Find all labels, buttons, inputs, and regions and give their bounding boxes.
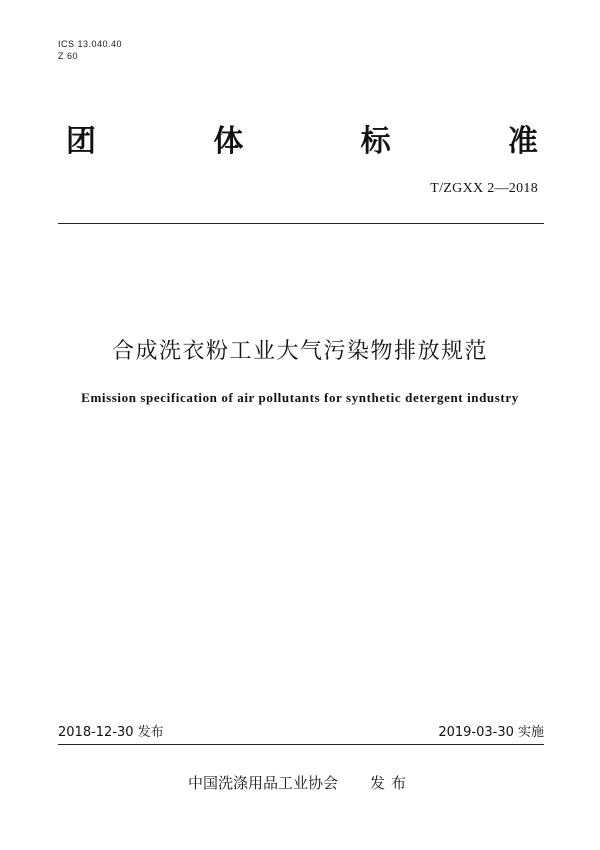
bottom-divider (58, 744, 544, 745)
classification-codes (58, 38, 122, 62)
publisher-line (0, 773, 600, 793)
standard-type-char: 体 (213, 124, 244, 159)
standard-code: T/ZGXX 2—2018 (430, 181, 538, 196)
implementation-date: 2019-03-30 实施 (438, 725, 544, 740)
document-title-english: Emission specification of air pollutants for synthetic detergent industry (81, 390, 519, 405)
standard-type-char: 标 (360, 124, 391, 159)
ics-code: ICS 13.040.40 (58, 39, 123, 49)
issue-date: 2018-12-30 发布 (58, 725, 164, 740)
publisher-name: 中国洗涤用品工业协会 (187, 774, 338, 792)
standard-type-heading (66, 122, 538, 162)
top-divider (58, 223, 544, 224)
standard-type-char: 准 (507, 124, 538, 159)
document-title-chinese: 合成洗衣粉工业大气污染物排放规范 (111, 339, 488, 364)
standard-type-char: 团 (66, 124, 96, 159)
ccs-code: Z 60 (58, 51, 79, 61)
publisher-issue-word: 发布 (370, 774, 413, 792)
